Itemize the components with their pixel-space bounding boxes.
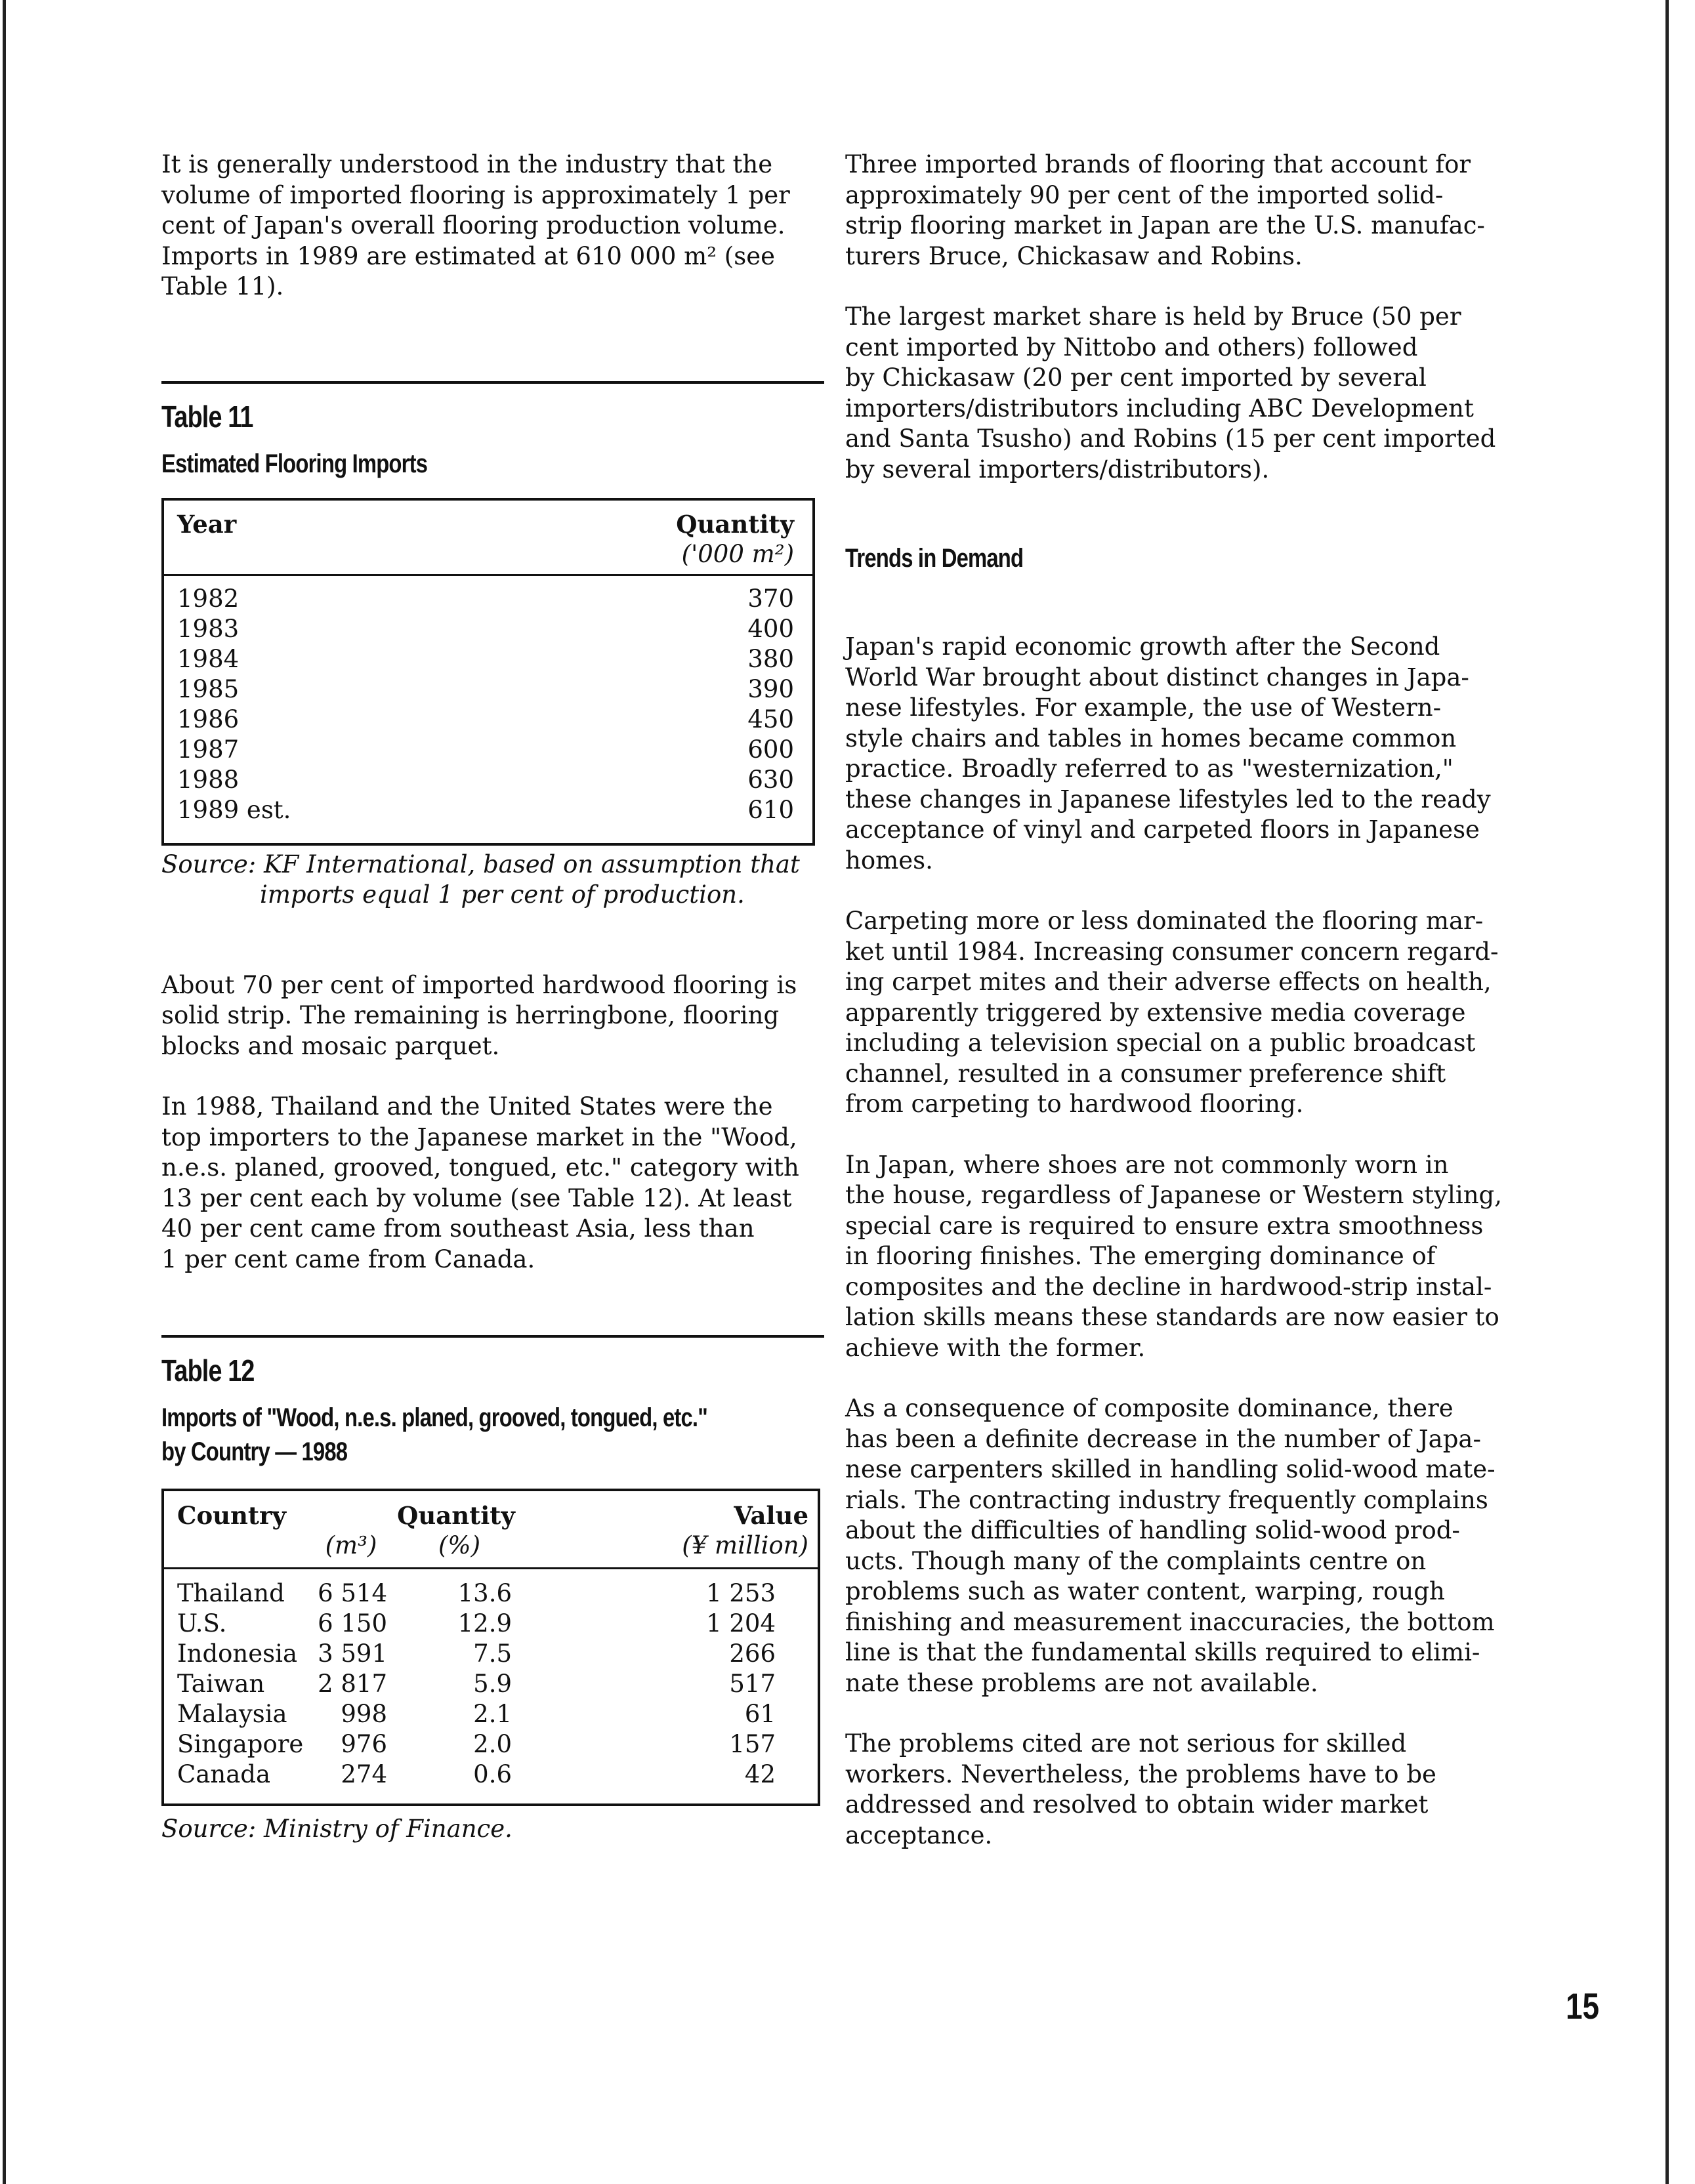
table12-m3-cell: 274 xyxy=(341,1760,387,1788)
table12-m3-cell: 6 514 xyxy=(318,1579,387,1607)
table12-m3-cell: 976 xyxy=(341,1730,387,1758)
table12-pct-cell: 7.5 xyxy=(473,1639,512,1668)
scan-edge-left xyxy=(3,0,6,2184)
table11-source-line1: Source: KF International, based on assumption that xyxy=(161,850,800,878)
table11-header xyxy=(177,510,794,539)
solid-strip-paragraph: About 70 per cent of imported hardwood flooring is solid strip. The remaining is herringbone, flooring blocks and mosaic parquet. xyxy=(161,970,797,1060)
table11-quantity-cell: 380 xyxy=(747,644,794,673)
table11-year-cell: 1987 xyxy=(177,735,240,764)
table11-header-rule xyxy=(164,574,812,576)
table12-pct-cell: 5.9 xyxy=(473,1670,512,1698)
table12-caption: Imports of "Wood, n.e.s. planed, grooved, tongued, etc." by Country — 1988 xyxy=(161,1403,707,1466)
table12-pct-cell: 0.6 xyxy=(473,1760,512,1788)
table12-rule xyxy=(161,1335,824,1338)
table12-m3-cell: 2 817 xyxy=(318,1670,387,1698)
table12-value-cell: 157 xyxy=(729,1730,776,1758)
table12-m3-cell: 998 xyxy=(341,1700,387,1728)
economic-growth-paragraph: Japan's rapid economic growth after the Second World War brought about distinct changes in Japa- nese lifestyles. For example, the use of Western- style chairs and tables in homes became common practice. Broadly referred to as "westernization," these changes in Japanese lifestyles led to the ready acceptance of vinyl and carpeted floors in Japanese homes. xyxy=(845,632,1491,875)
table11 xyxy=(161,498,815,846)
table12-country-cell: Malaysia xyxy=(177,1700,287,1728)
table12-number: Table 12 xyxy=(161,1353,255,1388)
table12-unit-pct: (%) xyxy=(438,1531,481,1559)
table12-body xyxy=(177,1578,808,1790)
table12-m3-cell: 6 150 xyxy=(318,1609,387,1638)
table12-col-value: Value xyxy=(734,1501,808,1530)
table12-country-cell: Taiwan xyxy=(177,1670,265,1698)
composite-paragraph: As a consequence of composite dominance, there has been a definite decrease in the number of Japa- nese carpenters skilled in handling solid-wood mate- rials. The contracting industry frequently complains about the difficulties of handling solid-wood prod- ucts. Though many of the complaints centre on problems such as water content, warping, rough finishing and measurement inaccuracies, the bottom line is that the fundamental skills required to elimi- nate these problems are not available. xyxy=(845,1394,1496,1697)
table-row xyxy=(177,1669,808,1699)
shoes-paragraph: In Japan, where shoes are not commonly worn in the house, regardless of Japanese or Western styling, special care is required to ensure extra smoothness in flooring finishes. The emerging dominance of composites and the decline in hardwood-strip instal- lation skills means these standards are now easier to achieve with the former. xyxy=(845,1150,1502,1362)
table-row xyxy=(177,1760,808,1790)
table11-col-unit: ('000 m²) xyxy=(681,539,794,568)
table12-pct-cell: 12.9 xyxy=(457,1609,512,1638)
top-importers-paragraph: In 1988, Thailand and the United States were the top importers to the Japanese market in the "Wood, n.e.s. planed, grooved, tongued, etc." category with 13 per cent each by volume (see Table 12). At least 40 per cent came from southeast Asia, less than 1 per cent came from Canada. xyxy=(161,1092,799,1273)
table12-value-cell: 1 253 xyxy=(706,1579,776,1607)
table-row xyxy=(177,1729,808,1760)
table12-value-cell: 61 xyxy=(744,1700,776,1728)
left-column xyxy=(161,150,824,1844)
table-row xyxy=(177,644,794,674)
table12 xyxy=(161,1489,820,1806)
table12-pct-cell: 13.6 xyxy=(457,1579,512,1607)
table11-col-quantity: Quantity xyxy=(676,509,794,539)
table12-pct-cell: 2.1 xyxy=(473,1700,512,1728)
table12-country-cell: Indonesia xyxy=(177,1639,298,1668)
table11-year-cell: 1985 xyxy=(177,674,240,703)
table12-unit-m3: (m³) xyxy=(325,1531,377,1559)
table11-quantity-cell: 370 xyxy=(747,584,794,613)
table12-m3-cell: 3 591 xyxy=(318,1639,387,1668)
intro-paragraph: It is generally understood in the industry that the volume of imported flooring is approximately 1 per cent of Japan's overall flooring production volume. Imports in 1989 are estimated at 610 000 m² (see Table 11). xyxy=(161,150,790,300)
table11-year-cell: 1986 xyxy=(177,705,240,733)
right-column xyxy=(845,150,1528,1851)
table11-col-year: Year xyxy=(177,509,237,539)
table12-country-cell: Thailand xyxy=(177,1579,285,1607)
brands-paragraph: Three imported brands of flooring that account for approximately 90 per cent of the imported solid- strip flooring market in Japan are the U.S. manufac- turers Bruce, Chickasaw and Robins. xyxy=(845,150,1485,270)
table-row xyxy=(177,705,794,735)
market-share-paragraph: The largest market share is held by Bruce (50 per cent imported by Nittobo and others) followed by Chickasaw (20 per cent imported by several importers/distributors including ABC Development and Santa Tsusho) and Robins (15 per cent imported by several importers/distributors). xyxy=(845,302,1496,484)
table11-quantity-cell: 400 xyxy=(747,614,794,643)
table12-pct-cell: 2.0 xyxy=(473,1730,512,1758)
table12-value-cell: 266 xyxy=(729,1639,776,1668)
table-row xyxy=(177,1639,808,1669)
table12-source: Source: Ministry of Finance. xyxy=(161,1815,513,1843)
table-row xyxy=(177,735,794,765)
table12-col-quantity: Quantity xyxy=(397,1501,515,1530)
table12-header-rule xyxy=(164,1567,818,1569)
table12-unit-yen: (¥ million) xyxy=(682,1531,808,1559)
table-row xyxy=(177,584,794,614)
table12-value-cell: 517 xyxy=(729,1670,776,1698)
table-row xyxy=(177,795,794,825)
table12-col-country: Country xyxy=(177,1501,287,1530)
table12-country-cell: Canada xyxy=(177,1760,271,1788)
table11-year-cell: 1989 est. xyxy=(177,795,291,824)
table11-caption: Estimated Flooring Imports xyxy=(161,449,428,478)
table11-source-line2: imports equal 1 per cent of production. xyxy=(260,880,745,909)
table11-year-cell: 1982 xyxy=(177,584,240,613)
problems-paragraph: The problems cited are not serious for skilled workers. Nevertheless, the problems have to be addressed and resolved to obtain wider market acceptance. xyxy=(845,1729,1436,1849)
table-row xyxy=(177,765,794,795)
table12-header-row1 xyxy=(177,1500,808,1531)
table12-country-cell: Singapore xyxy=(177,1730,304,1758)
table11-number: Table 11 xyxy=(161,399,253,434)
carpeting-paragraph: Carpeting more or less dominated the flooring mar- ket until 1984. Increasing consumer concern regard- ing carpet mites and their adverse effects on health, apparently triggered by extensive media coverage including a television special on a public broadcast channel, resulted in a consumer preference shift from carpeting to hardwood flooring. xyxy=(845,907,1499,1118)
table11-year-cell: 1984 xyxy=(177,644,240,673)
section-heading: Trends in Demand xyxy=(845,544,1024,573)
table11-quantity-cell: 610 xyxy=(747,795,794,824)
table11-quantity-cell: 630 xyxy=(747,765,794,794)
table11-quantity-cell: 450 xyxy=(747,705,794,733)
table-row xyxy=(177,674,794,705)
table12-header-row2 xyxy=(177,1531,808,1561)
table11-year-cell: 1983 xyxy=(177,614,240,643)
scan-edge-right xyxy=(1665,0,1669,2184)
table-row xyxy=(177,1699,808,1729)
table11-quantity-cell: 600 xyxy=(747,735,794,764)
table11-year-cell: 1988 xyxy=(177,765,240,794)
table12-value-cell: 42 xyxy=(744,1760,776,1788)
table11-quantity-cell: 390 xyxy=(747,674,794,703)
page-number: 15 xyxy=(1566,1985,1600,2027)
table-row xyxy=(177,1578,808,1609)
table-row xyxy=(177,614,794,644)
table11-body xyxy=(177,584,794,825)
table-row xyxy=(177,1609,808,1639)
table11-rule xyxy=(161,381,824,384)
table12-country-cell: U.S. xyxy=(177,1609,227,1638)
table12-value-cell: 1 204 xyxy=(706,1609,776,1638)
